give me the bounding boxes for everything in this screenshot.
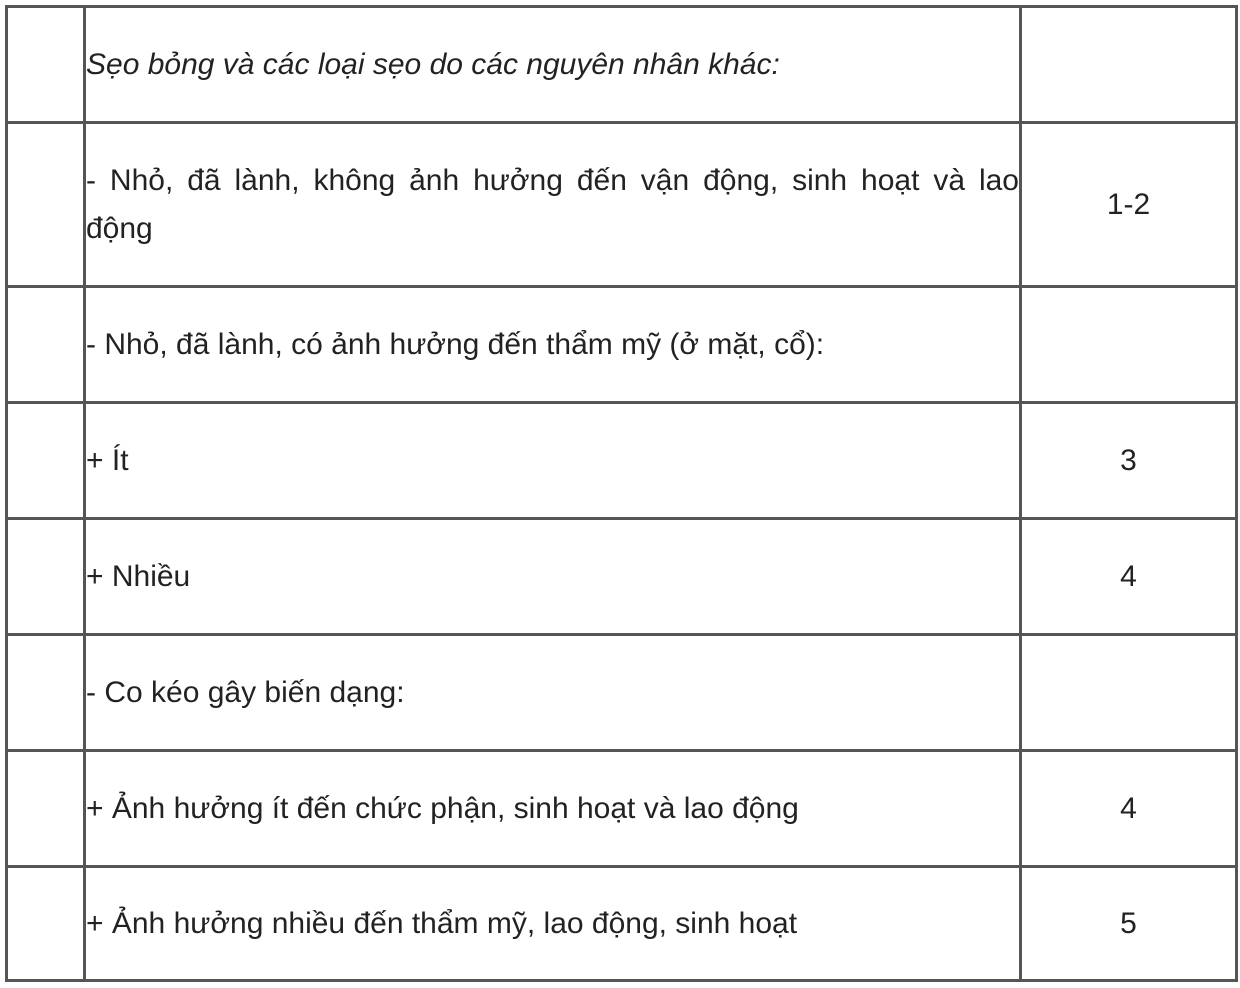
index-cell	[7, 7, 85, 123]
value-cell	[1021, 635, 1237, 751]
value-cell: 3	[1021, 403, 1237, 519]
table-row	[7, 403, 1237, 519]
table-row	[7, 123, 1237, 287]
description-cell: + Ảnh hưởng ít đến chức phận, sinh hoạt và lao động	[85, 751, 1021, 867]
value-cell: 4	[1021, 519, 1237, 635]
index-cell	[7, 635, 85, 751]
table-row	[7, 867, 1237, 981]
description-cell: - Nhỏ, đã lành, không ảnh hưởng đến vận động, sinh hoạt và lao động	[85, 123, 1021, 287]
index-cell	[7, 287, 85, 403]
index-cell	[7, 403, 85, 519]
index-cell	[7, 519, 85, 635]
value-cell: 1-2	[1021, 123, 1237, 287]
description-cell: + Ít	[85, 403, 1021, 519]
table-row	[7, 287, 1237, 403]
description-cell: Sẹo bỏng và các loại sẹo do các nguyên nhân khác:	[85, 7, 1021, 123]
index-cell	[7, 123, 85, 287]
assessment-table	[5, 5, 1238, 982]
value-cell: 5	[1021, 867, 1237, 981]
description-cell: - Co kéo gây biến dạng:	[85, 635, 1021, 751]
table-row	[7, 751, 1237, 867]
description-cell: + Nhiều	[85, 519, 1021, 635]
description-cell: - Nhỏ, đã lành, có ảnh hưởng đến thẩm mỹ (ở mặt, cổ):	[85, 287, 1021, 403]
value-cell	[1021, 7, 1237, 123]
table-row	[7, 519, 1237, 635]
table-row	[7, 635, 1237, 751]
value-cell	[1021, 287, 1237, 403]
index-cell	[7, 751, 85, 867]
description-cell: + Ảnh hưởng nhiều đến thẩm mỹ, lao động, sinh hoạt	[85, 867, 1021, 981]
value-cell: 4	[1021, 751, 1237, 867]
index-cell	[7, 867, 85, 981]
table-row	[7, 7, 1237, 123]
